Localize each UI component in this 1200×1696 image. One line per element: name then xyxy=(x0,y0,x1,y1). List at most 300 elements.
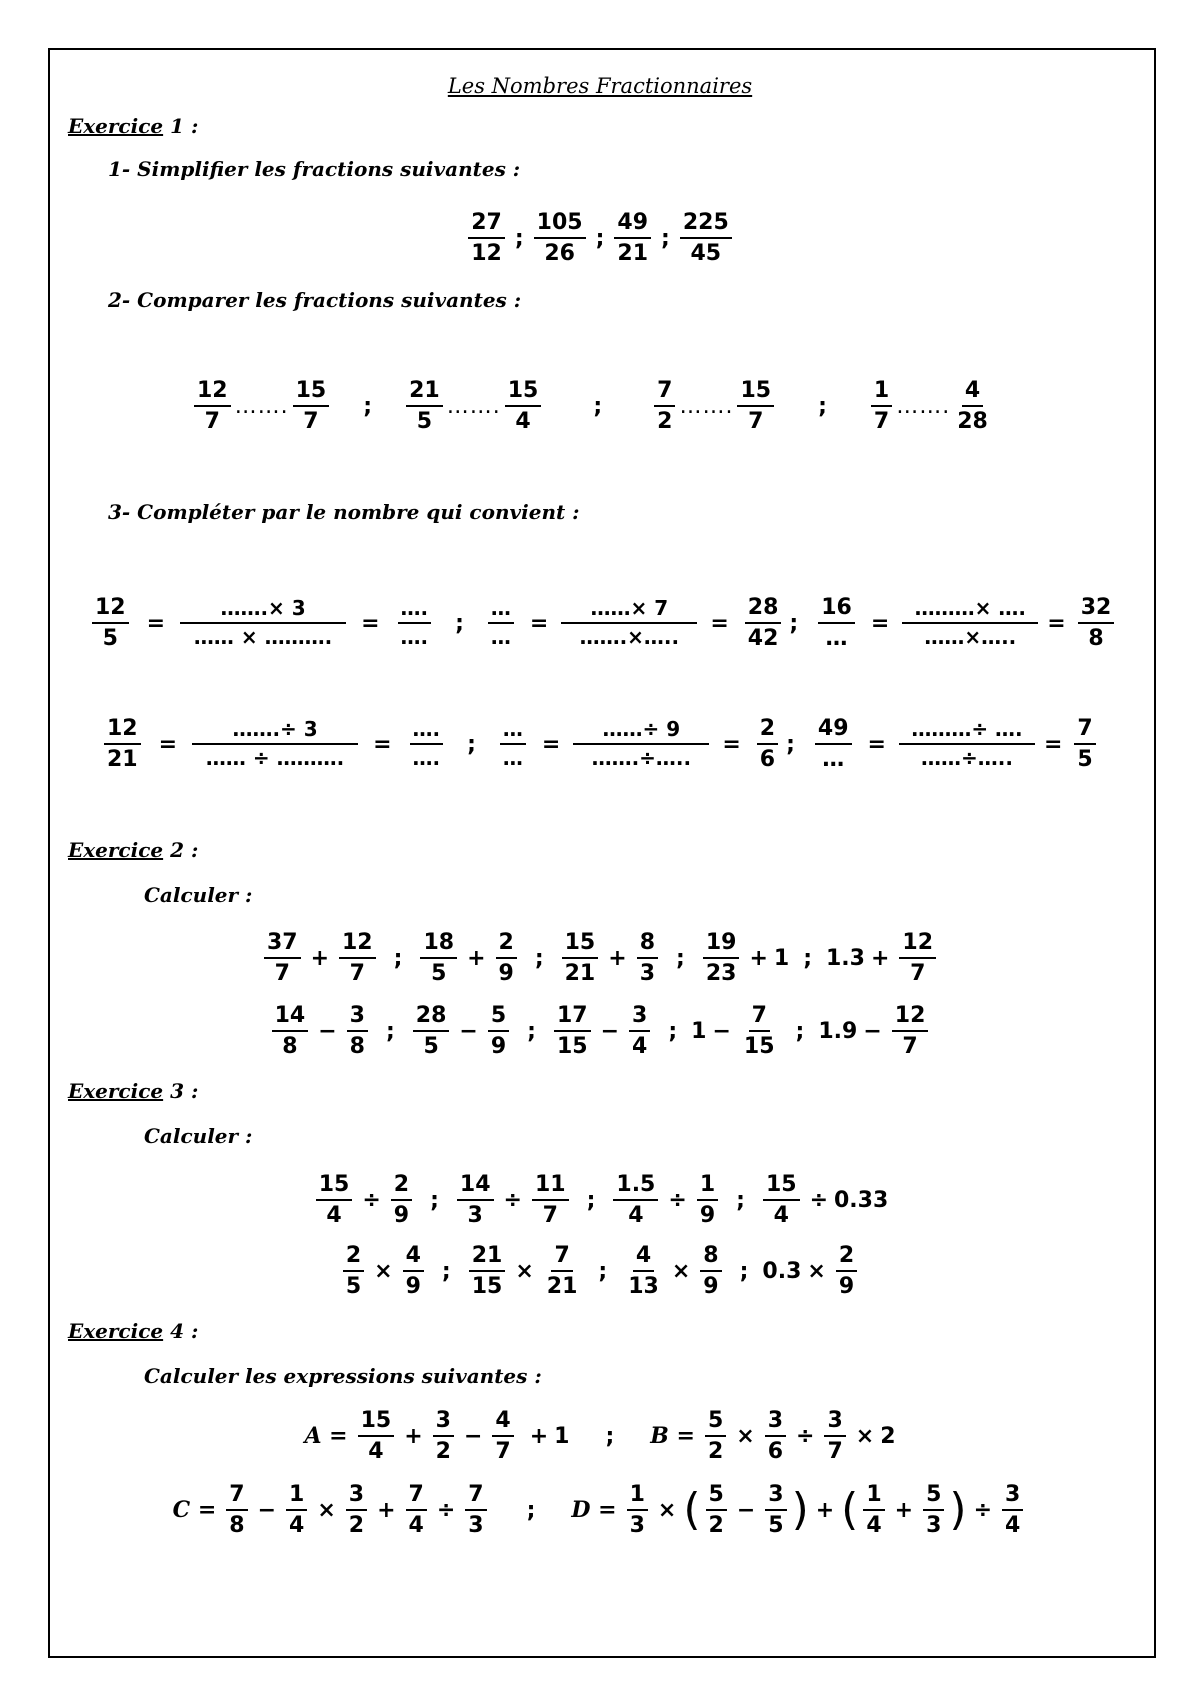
numerator: 3 xyxy=(765,1482,786,1511)
operator: + xyxy=(467,945,486,971)
denominator: 26 xyxy=(544,241,575,267)
denominator: … xyxy=(822,747,845,773)
denominator: 5 xyxy=(416,409,433,435)
open-parenthesis: ( xyxy=(841,1484,859,1536)
separator: ; xyxy=(795,1018,805,1044)
fraction xyxy=(391,1172,412,1229)
numerator: 3 xyxy=(346,1482,367,1511)
denominator: ……×….. xyxy=(924,625,1017,650)
exercise-4-heading xyxy=(68,1319,198,1343)
denominator: 7 xyxy=(873,409,890,435)
expression-d-label: D = xyxy=(571,1497,617,1524)
numerator: 7 xyxy=(749,1003,770,1032)
equals-sign: = xyxy=(1043,731,1063,757)
denominator: …. xyxy=(400,625,429,650)
numerator: 8 xyxy=(700,1243,721,1272)
ex1-q1-fractions xyxy=(0,210,1200,267)
denominator: 8 xyxy=(349,1034,365,1060)
compare-pair xyxy=(190,378,333,435)
numerator: ……÷ 9 xyxy=(573,718,709,745)
denominator: …….×….. xyxy=(579,625,680,650)
numerator: 15 xyxy=(562,930,599,959)
operation xyxy=(416,930,520,987)
separator: ; xyxy=(526,1497,536,1523)
fraction xyxy=(763,1172,800,1229)
equals-sign: = xyxy=(373,731,392,757)
fraction xyxy=(264,930,301,987)
numerator: 4 xyxy=(403,1243,424,1272)
operator: ÷ xyxy=(436,1497,456,1523)
operation xyxy=(453,1172,573,1229)
denominator: …… × ………. xyxy=(193,625,333,650)
operator: + xyxy=(815,1497,835,1523)
denominator: 8 xyxy=(229,1513,245,1539)
denominator: 4 xyxy=(773,1203,789,1229)
page-title: Les Nombres Fractionnaires xyxy=(447,74,753,98)
denominator: … xyxy=(825,626,848,652)
operation xyxy=(550,1003,654,1060)
ex3-row-1 xyxy=(0,1172,1200,1229)
fraction xyxy=(420,930,457,987)
numerator: 28 xyxy=(745,595,782,624)
denominator: 5 xyxy=(768,1513,784,1539)
ex2-row-2 xyxy=(0,1003,1200,1060)
denominator: …….÷….. xyxy=(591,746,692,771)
operation xyxy=(691,1003,781,1060)
numerator: 12 xyxy=(892,1003,929,1032)
numerator: 2 xyxy=(496,930,517,959)
operator: × xyxy=(807,1258,826,1284)
denominator: 9 xyxy=(490,1034,507,1060)
numerator: 1 xyxy=(863,1482,884,1511)
numerator: 12 xyxy=(339,930,376,959)
denominator: 45 xyxy=(690,241,722,267)
close-parenthesis: ) xyxy=(791,1484,809,1536)
separator: ; xyxy=(789,610,799,636)
fraction xyxy=(614,210,651,267)
denominator: 15 xyxy=(471,1274,503,1300)
ex1-question-3: 3- Compléter par le nombre qui convient : xyxy=(108,500,580,524)
blank-dots: ……. xyxy=(446,393,501,419)
numerator: 1 xyxy=(871,378,892,407)
operation xyxy=(699,930,789,987)
operation xyxy=(339,1243,428,1300)
fraction xyxy=(496,930,517,987)
operator: × xyxy=(515,1258,534,1284)
expression-c-label: C = xyxy=(172,1497,217,1524)
separator: ; xyxy=(668,1018,678,1044)
fraction xyxy=(637,930,658,987)
denominator: 5 xyxy=(1077,747,1093,773)
numerator: 3 xyxy=(433,1408,454,1437)
exercise-4-word: Exercice xyxy=(68,1319,164,1343)
number: 0.3 xyxy=(762,1258,802,1284)
denominator: 7 xyxy=(748,409,764,435)
denominator: 4 xyxy=(408,1513,424,1539)
numerator: 15 xyxy=(358,1408,395,1437)
fraction xyxy=(468,210,505,267)
equals-sign: = xyxy=(710,610,729,636)
fraction xyxy=(343,1243,364,1300)
fraction xyxy=(347,1003,368,1060)
exercise-4-number: 4 : xyxy=(163,1319,199,1343)
operator: − xyxy=(459,1018,478,1044)
ex1-q3-row-1 xyxy=(88,595,1128,652)
fraction xyxy=(469,1243,506,1300)
numerator: 7 xyxy=(406,1482,427,1511)
denominator: 7 xyxy=(349,961,365,987)
operation xyxy=(621,1243,725,1300)
denominator: 6 xyxy=(759,747,776,773)
numerator: 17 xyxy=(554,1003,591,1032)
exercise-1-word: Exercice xyxy=(68,114,164,138)
separator: ; xyxy=(586,1187,596,1213)
numerator: 4 xyxy=(633,1243,654,1272)
operator: − xyxy=(863,1018,882,1044)
open-parenthesis: ( xyxy=(683,1484,701,1536)
ex2-row-1 xyxy=(0,930,1200,987)
ex1-question-2: 2- Comparer les fractions suivantes : xyxy=(108,288,522,312)
compare-pair xyxy=(867,378,995,435)
close-parenthesis: ) xyxy=(949,1484,967,1536)
operator: − xyxy=(600,1018,620,1044)
ex4-row-ab xyxy=(0,1408,1200,1465)
denominator: … xyxy=(502,746,523,771)
numerator: 5 xyxy=(706,1482,727,1511)
denominator: 3 xyxy=(629,1513,645,1539)
numerator: 19 xyxy=(703,930,740,959)
exercise-2-number: 2 : xyxy=(163,838,199,862)
fraction xyxy=(403,1243,424,1300)
operation xyxy=(759,1172,888,1229)
equals-sign: = xyxy=(541,731,561,757)
fraction xyxy=(836,1243,857,1300)
denominator: 9 xyxy=(838,1274,855,1300)
numerator: 3 xyxy=(347,1003,368,1032)
denominator: 5 xyxy=(102,626,118,652)
fraction xyxy=(625,1243,662,1300)
numerator: 8 xyxy=(637,930,658,959)
operation xyxy=(268,1003,372,1060)
operation xyxy=(826,930,940,987)
operator: ÷ xyxy=(503,1187,522,1213)
operator: + xyxy=(608,945,627,971)
numerator: 12 xyxy=(899,930,936,959)
exercise-3-number: 3 : xyxy=(163,1079,199,1103)
operation xyxy=(818,1003,932,1060)
denominator: 7 xyxy=(303,409,319,435)
fraction xyxy=(741,1003,778,1060)
operator: − xyxy=(736,1497,756,1523)
exercise-1-number: 1 : xyxy=(163,114,199,138)
numerator: 11 xyxy=(532,1172,569,1201)
operator: − xyxy=(463,1423,483,1449)
operator: + xyxy=(310,945,329,971)
exercise-3-heading xyxy=(68,1079,198,1103)
denominator: 9 xyxy=(393,1203,410,1229)
denominator: 7 xyxy=(495,1439,511,1465)
denominator: 4 xyxy=(326,1203,342,1229)
denominator: 9 xyxy=(699,1203,716,1229)
denominator: 7 xyxy=(274,961,290,987)
numerator: 105 xyxy=(534,210,586,239)
numerator: 18 xyxy=(420,930,457,959)
fraction xyxy=(703,930,740,987)
separator: ; xyxy=(598,1258,608,1284)
denominator: 15 xyxy=(556,1034,588,1060)
numerator: 225 xyxy=(680,210,732,239)
expression-a-label: A = xyxy=(304,1423,348,1450)
fraction xyxy=(892,1003,929,1060)
denominator: 4 xyxy=(866,1513,882,1539)
denominator: 8 xyxy=(1088,626,1104,652)
numerator: 7 xyxy=(654,378,675,407)
denominator: 7 xyxy=(542,1203,558,1229)
number: 1 xyxy=(691,1018,707,1044)
separator: ; xyxy=(467,731,476,757)
operator: + xyxy=(894,1497,914,1523)
operator: − xyxy=(318,1018,337,1044)
numerator: 1.5 xyxy=(613,1172,658,1201)
operation xyxy=(465,1243,585,1300)
denominator: 5 xyxy=(423,1034,439,1060)
numerator: 1 xyxy=(286,1482,307,1511)
integer: 1 xyxy=(554,1423,570,1449)
denominator: … xyxy=(490,625,511,650)
numerator: 12 xyxy=(104,716,141,745)
denominator: 3 xyxy=(639,961,655,987)
denominator: 9 xyxy=(498,961,514,987)
equals-sign: = xyxy=(158,731,178,757)
numerator: 15 xyxy=(737,378,774,407)
numerator: 16 xyxy=(818,595,855,624)
operator: ÷ xyxy=(973,1497,993,1523)
numerator: … xyxy=(500,718,526,745)
operator: × xyxy=(657,1497,677,1523)
number: 1.9 xyxy=(818,1018,858,1044)
blank-dots: ……. xyxy=(234,393,289,419)
operation xyxy=(312,1172,416,1229)
denominator: 4 xyxy=(515,409,531,435)
denominator: 7 xyxy=(204,409,220,435)
fraction xyxy=(562,930,599,987)
denominator: 12 xyxy=(471,241,502,267)
fraction xyxy=(457,1172,494,1229)
ex4-instruction: Calculer les expressions suivantes : xyxy=(144,1364,542,1388)
fraction xyxy=(697,1172,718,1229)
separator: ; xyxy=(605,1423,615,1449)
operator: ÷ xyxy=(796,1423,815,1449)
numerator: 32 xyxy=(1078,595,1115,624)
denominator: …. xyxy=(412,746,441,771)
separator: ; xyxy=(385,1018,395,1044)
denominator: 21 xyxy=(107,747,138,773)
numerator: 49 xyxy=(614,210,651,239)
separator: ; xyxy=(736,1187,745,1213)
numerator: 21 xyxy=(469,1243,506,1272)
numerator: 15 xyxy=(505,378,542,407)
denominator: 3 xyxy=(467,1203,483,1229)
denominator: 7 xyxy=(910,961,926,987)
numerator: 28 xyxy=(413,1003,450,1032)
separator: ; xyxy=(676,945,685,971)
separator: ; xyxy=(455,610,464,636)
ex1-question-1: 1- Simplifier les fractions suivantes : xyxy=(108,157,521,181)
operator: + xyxy=(377,1497,396,1523)
separator: ; xyxy=(661,225,670,251)
fraction xyxy=(613,1172,658,1229)
blank-dots: ……. xyxy=(896,393,951,419)
numerator: …….÷ 3 xyxy=(192,718,358,745)
separator: ; xyxy=(786,731,795,757)
numerator: 3 xyxy=(629,1003,650,1032)
operator: − xyxy=(712,1018,731,1044)
compare-pair xyxy=(650,378,778,435)
numerator: 12 xyxy=(194,378,231,407)
numerator: …….× 3 xyxy=(180,597,346,624)
compare-pair xyxy=(402,378,545,435)
numerator: 3 xyxy=(1002,1482,1023,1511)
separator: ; xyxy=(514,225,524,251)
numerator: 7 xyxy=(226,1482,247,1511)
numerator: 5 xyxy=(488,1003,509,1032)
blank-dots: ……. xyxy=(679,393,734,419)
numerator: 7 xyxy=(1074,716,1095,745)
operator: + xyxy=(749,945,768,971)
operation xyxy=(558,930,662,987)
fraction xyxy=(544,1243,581,1300)
denominator: 2 xyxy=(657,409,673,435)
denominator: ……÷….. xyxy=(921,746,1013,771)
operator: × xyxy=(317,1497,336,1523)
ex3-instruction: Calculer : xyxy=(144,1124,253,1148)
numerator: 49 xyxy=(815,716,852,745)
denominator: 2 xyxy=(435,1439,451,1465)
fraction xyxy=(899,930,936,987)
denominator: 6 xyxy=(767,1439,784,1465)
denominator: 4 xyxy=(289,1513,305,1539)
operation xyxy=(762,1243,861,1300)
fraction xyxy=(316,1172,353,1229)
operator: ÷ xyxy=(668,1187,687,1213)
operator: + xyxy=(870,945,890,971)
denominator: 15 xyxy=(743,1034,775,1060)
fraction xyxy=(413,1003,450,1060)
fraction xyxy=(629,1003,650,1060)
fraction xyxy=(680,210,732,267)
separator: ; xyxy=(534,945,544,971)
operator: × xyxy=(374,1258,393,1284)
numerator: 21 xyxy=(406,378,443,407)
denominator: 8 xyxy=(282,1034,298,1060)
numerator: 37 xyxy=(264,930,301,959)
equals-sign: = xyxy=(146,610,166,636)
fraction xyxy=(272,1003,309,1060)
numerator: …. xyxy=(410,718,444,745)
operator: ÷ xyxy=(809,1187,828,1213)
operation xyxy=(609,1172,722,1229)
denominator: …… ÷ ………. xyxy=(205,746,345,771)
operation xyxy=(409,1003,513,1060)
denominator: 7 xyxy=(902,1034,918,1060)
numerator: ………÷ …. xyxy=(899,718,1035,745)
denominator: 13 xyxy=(628,1274,659,1300)
denominator: 4 xyxy=(368,1439,384,1465)
operator: × xyxy=(855,1423,875,1449)
ex1-q3-row-2 xyxy=(100,716,1130,773)
separator: ; xyxy=(739,1258,749,1284)
numerator: ……× 7 xyxy=(561,597,697,624)
numerator: 5 xyxy=(705,1408,726,1437)
numerator: 14 xyxy=(457,1172,494,1201)
operation xyxy=(260,930,380,987)
denominator: 7 xyxy=(827,1439,843,1465)
exercise-2-heading xyxy=(68,838,198,862)
numerator: 4 xyxy=(492,1408,513,1437)
equals-sign: = xyxy=(870,610,890,636)
operator: + xyxy=(529,1423,549,1449)
separator: ; xyxy=(430,1187,439,1213)
denominator: 5 xyxy=(431,961,447,987)
fraction xyxy=(534,210,586,267)
denominator: 2 xyxy=(708,1513,724,1539)
operator: × xyxy=(671,1258,691,1284)
ex2-instruction: Calculer : xyxy=(144,883,253,907)
equals-sign: = xyxy=(867,731,886,757)
denominator: 4 xyxy=(632,1034,648,1060)
ex3-row-2 xyxy=(0,1243,1200,1300)
numerator: …. xyxy=(398,597,432,624)
exercise-3-word: Exercice xyxy=(68,1079,164,1103)
expression-b-label: B = xyxy=(650,1423,695,1450)
numerator: 1 xyxy=(697,1172,718,1201)
denominator: 21 xyxy=(617,241,649,267)
equals-sign: = xyxy=(529,610,549,636)
ex1-q2-compare-row xyxy=(190,378,1090,435)
equals-sign: = xyxy=(361,610,380,636)
numerator: 5 xyxy=(923,1482,944,1511)
ex4-row-cd xyxy=(0,1482,1200,1539)
separator: ; xyxy=(363,393,373,419)
denominator: 4 xyxy=(1005,1513,1021,1539)
denominator: 4 xyxy=(628,1203,644,1229)
fraction xyxy=(488,1003,509,1060)
separator: ; xyxy=(527,1018,536,1044)
fraction xyxy=(700,1243,721,1300)
denominator: 23 xyxy=(705,961,737,987)
denominator: 3 xyxy=(926,1513,942,1539)
numerator: 4 xyxy=(962,378,983,407)
numerator: 27 xyxy=(468,210,505,239)
operator: + xyxy=(404,1423,423,1449)
operator: × xyxy=(736,1423,755,1449)
separator: ; xyxy=(595,225,605,251)
equals-sign: = xyxy=(1047,610,1066,636)
numerator: … xyxy=(488,597,514,624)
numerator: 15 xyxy=(293,378,330,407)
numerator: 2 xyxy=(757,716,778,745)
denominator: 21 xyxy=(564,961,596,987)
numerator: 2 xyxy=(836,1243,857,1272)
fraction xyxy=(554,1003,591,1060)
numerator: 3 xyxy=(824,1408,845,1437)
separator: ; xyxy=(593,393,603,419)
exercise-2-word: Exercice xyxy=(68,838,164,862)
fraction xyxy=(532,1172,569,1229)
denominator: 9 xyxy=(405,1274,421,1300)
number: 1 xyxy=(773,945,790,971)
separator: ; xyxy=(803,945,812,971)
